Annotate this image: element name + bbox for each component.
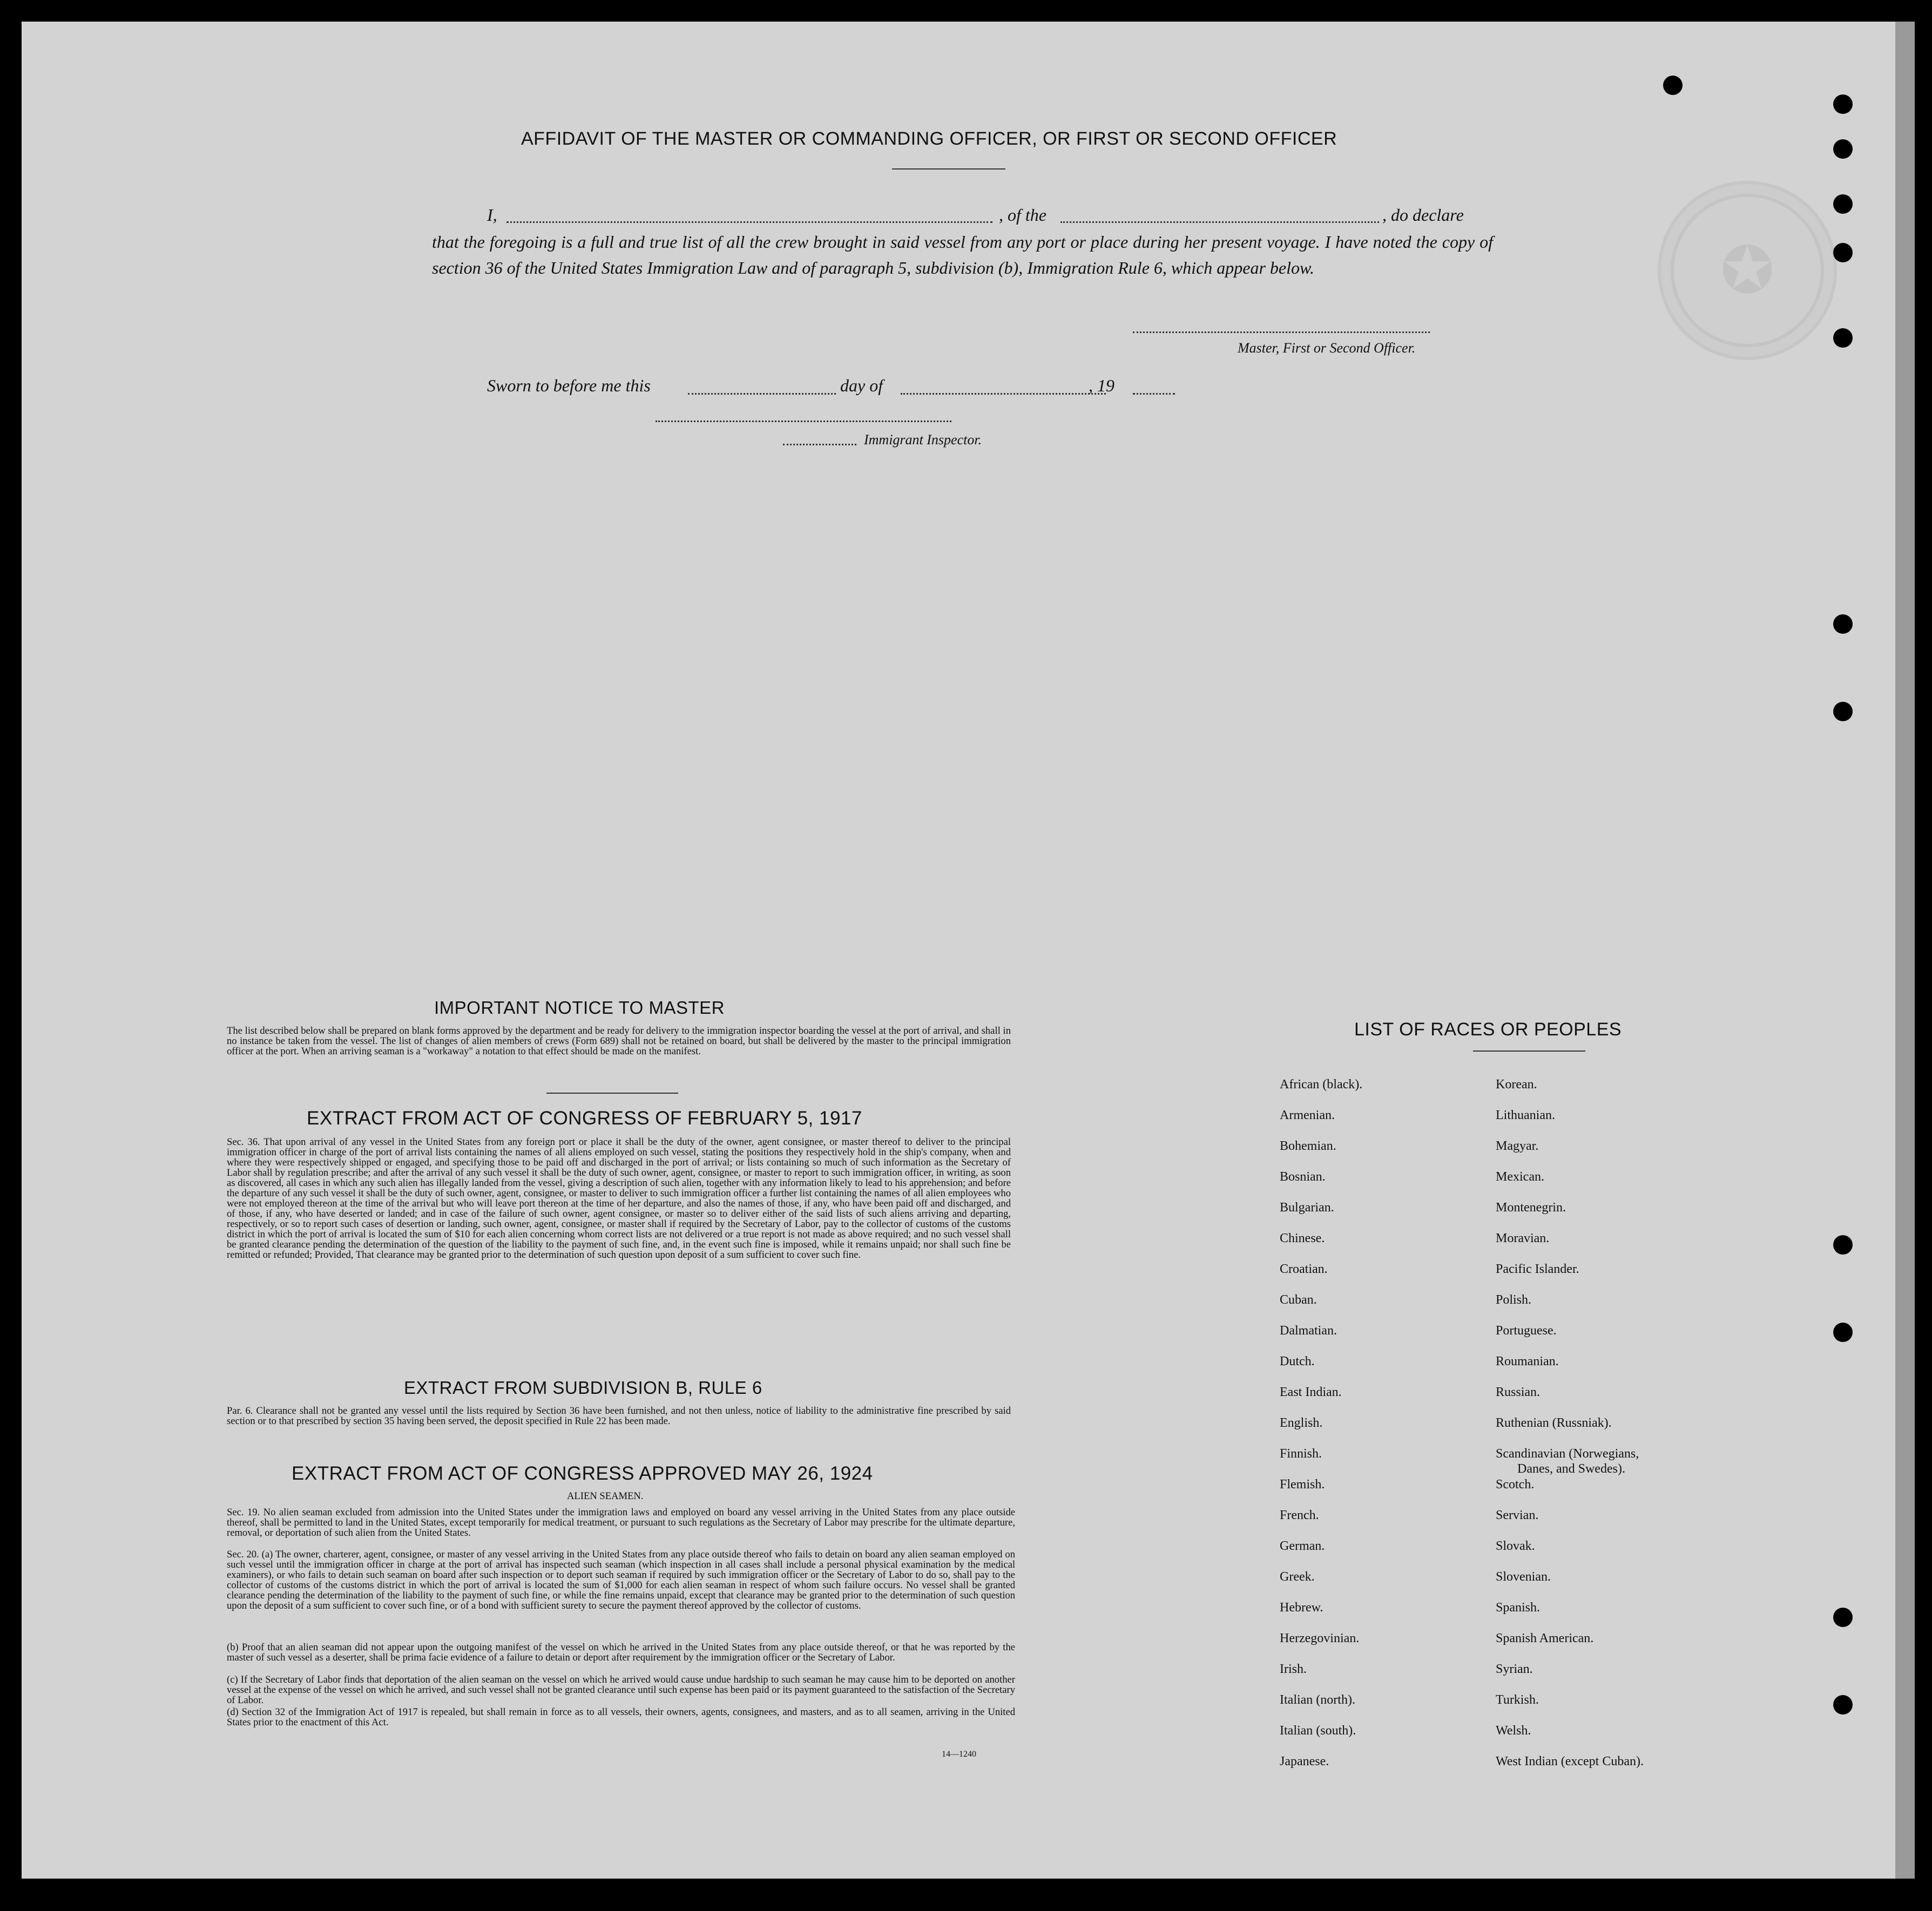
race-item: Scandinavian (Norwegians, xyxy=(1496,1447,1639,1461)
i-label: I, xyxy=(487,205,497,225)
title-rule xyxy=(892,168,1005,170)
punch-hole-icon xyxy=(1833,702,1853,721)
race-item: Syrian. xyxy=(1496,1662,1533,1676)
race-item: Irish. xyxy=(1280,1662,1307,1676)
affidavit-title: AFFIDAVIT OF THE MASTER OR COMMANDING OFFICER, OR FIRST OR SECOND OFFICER xyxy=(521,128,1337,149)
inspector-label: Immigrant Inspector. xyxy=(864,432,982,448)
race-item: Italian (south). xyxy=(1280,1724,1356,1738)
race-item: Bosnian. xyxy=(1280,1170,1326,1184)
race-item: Welsh. xyxy=(1496,1724,1531,1738)
race-item: Dutch. xyxy=(1280,1354,1315,1368)
race-item: Dalmatian. xyxy=(1280,1324,1337,1338)
punch-hole-icon xyxy=(1833,139,1853,159)
inspector-prefix-dots xyxy=(783,444,856,445)
extract-rule6-title: EXTRACT FROM SUBDIVISION B, RULE 6 xyxy=(404,1378,762,1398)
sworn-month-blank xyxy=(901,393,1106,395)
form-number: 14—1240 xyxy=(942,1750,976,1759)
race-item: German. xyxy=(1280,1539,1325,1553)
race-item: Polish. xyxy=(1496,1293,1532,1307)
races-title: LIST OF RACES OR PEOPLES xyxy=(1354,1019,1622,1040)
punch-hole-icon xyxy=(1833,94,1853,114)
race-item: Ruthenian (Russniak). xyxy=(1496,1416,1612,1430)
notice-body: The list described below shall be prepared on blank forms approved by the department and be ready for delivery to the immigration inspector boarding the vessel at the port of arrival, and shall in no instance be taken from the vessel. The list of changes of alien members of crews (Form 689) shall not be retained on board, but shall be delivered by the master to the principal immigration officer at the port. When an arriving seaman is a "workaway" a notation to that effect should be made on the manifest. xyxy=(227,1025,1011,1057)
punch-hole-icon xyxy=(1833,614,1853,634)
day-of-label: day of xyxy=(840,376,883,395)
sworn-day-blank xyxy=(688,393,836,395)
race-item: East Indian. xyxy=(1280,1385,1342,1399)
race-item: Italian (north). xyxy=(1280,1693,1355,1707)
page-edge xyxy=(1895,22,1915,1879)
race-item: Armenian. xyxy=(1280,1108,1335,1122)
punch-hole-icon xyxy=(1833,1608,1853,1627)
race-item: Russian. xyxy=(1496,1385,1541,1399)
notice-title: IMPORTANT NOTICE TO MASTER xyxy=(434,998,725,1018)
notice-rule xyxy=(546,1093,678,1094)
race-item: Bohemian. xyxy=(1280,1139,1336,1153)
race-item: Spanish American. xyxy=(1496,1631,1594,1645)
punch-hole-icon xyxy=(1833,194,1853,214)
of-the-label: , of the xyxy=(999,205,1046,225)
extract-1917-title: EXTRACT FROM ACT OF CONGRESS OF FEBRUARY 5, 1917 xyxy=(307,1108,862,1129)
race-item: Servian. xyxy=(1496,1508,1539,1522)
embossed-seal-icon: ✪ xyxy=(1658,181,1837,360)
vessel-blank xyxy=(1060,221,1379,223)
race-item: Korean. xyxy=(1496,1078,1537,1092)
punch-hole-icon xyxy=(1833,1695,1853,1715)
extract-1924-d: (d) Section 32 of the Immigration Act of 1917 is repealed, but shall remain in force as to all vessels, their owners, agents, consignees, and masters, and as to all seamen, arriving in the United States prior to the enactment of this Act. xyxy=(227,1706,1015,1728)
extract-1924-subtitle: ALIEN SEAMEN. xyxy=(567,1490,644,1502)
extract-rule6-body: Par. 6. Clearance shall not be granted any vessel until the lists required by Section 36 have been furnished, and not then unless, notice of liability to the administrative fine prescribed by said section or to that prescribed by section 35 having been served, the deposit specified in Rule 22 has been made. xyxy=(227,1405,1011,1427)
extract-1924-sec19: Sec. 19. No alien seaman excluded from admission into the United States under the immigration laws and employed on board any vessel arriving in the United States from any place outside thereof, shall be permitted to land in the United States, except temporarily for medical treatment, or pursuant to such regulations as the Secretary of Labor may prescribe for the ultimate departure, removal, or deportation of such alien from the United States. xyxy=(227,1507,1015,1539)
sworn-year-blank xyxy=(1133,393,1175,395)
race-item: Pacific Islander. xyxy=(1496,1262,1579,1276)
race-item: Cuban. xyxy=(1280,1293,1317,1307)
punch-hole-icon xyxy=(1833,243,1853,262)
race-item: Lithuanian. xyxy=(1496,1108,1555,1122)
name-blank xyxy=(506,221,992,223)
punch-hole-icon xyxy=(1833,1235,1853,1255)
extract-1924-c: (c) If the Secretary of Labor finds that deportation of the alien seaman on the vessel on which he arrived would cause undue hardship to such seaman he may cause him to be deported on another vessel at the expense of the vessel on which he arrived, and such vessel shall not be granted clearance until such expense has been paid or its payment guaranteed to the satisfaction of the Secretary of Labor. xyxy=(227,1674,1015,1706)
race-item: Magyar. xyxy=(1496,1139,1539,1153)
race-item: Slovak. xyxy=(1496,1539,1535,1553)
extract-1924-sec20: Sec. 20. (a) The owner, charterer, agent, consignee, or master of any vessel arriving in the United States from any place outside thereof who fails to detain on board any alien seaman employed on such vessel until the immigration officer in charge at the port of arrival has inspected such seaman (which inspection in all cases shall include a personal physical examination by the medical examiners), or who fails to detain such seaman on board after such inspection or to deport such seaman if required by such immigration officer or the Secretary of Labor to do so, shall pay to the collector of customs of the customs district in which the port of arrival is located the sum of $1,000 for each alien seaman in respect of whom such failure occurs. No vessel shall be granted clearance pending the determination of the liability to the payment of such fine, or while the fine remains unpaid, except that clearance may be granted prior to the determination of such question upon the deposit of a sum sufficient to cover such fine, or of a bond with sufficient surety to secure the payment thereof approved by the collector of customs. xyxy=(227,1549,1015,1611)
master-signature-line xyxy=(1133,331,1430,333)
race-item: Flemish. xyxy=(1280,1478,1325,1492)
document-page xyxy=(22,22,1895,1879)
race-item: Turkish. xyxy=(1496,1693,1539,1707)
race-item: Portuguese. xyxy=(1496,1324,1557,1338)
extract-1924-b: (b) Proof that an alien seaman did not appear upon the outgoing manifest of the vessel on which he arrived in the United States from any place outside thereof, or that he was reported by the master of such vessel as a deserter, shall be prima facie evidence of a failure to detain or deport after requirement by the immigration officer or the Secretary of Labor. xyxy=(227,1642,1015,1663)
race-item: African (black). xyxy=(1280,1078,1363,1092)
inspector-signature-line xyxy=(656,421,951,422)
extract-1924-title: EXTRACT FROM ACT OF CONGRESS APPROVED MAY 26, 1924 xyxy=(292,1463,873,1484)
race-item: Mexican. xyxy=(1496,1170,1544,1184)
race-item: Herzegovinian. xyxy=(1280,1631,1360,1645)
race-item: West Indian (except Cuban). xyxy=(1496,1754,1644,1768)
do-declare-label: , do declare xyxy=(1382,205,1464,225)
punch-hole-icon xyxy=(1833,1323,1853,1342)
race-item: Croatian. xyxy=(1280,1262,1328,1276)
punch-hole-icon xyxy=(1663,76,1683,95)
punch-hole-icon xyxy=(1833,328,1853,348)
race-item: Moravian. xyxy=(1496,1231,1550,1245)
race-item: Scotch. xyxy=(1496,1478,1535,1492)
race-item: Roumanian. xyxy=(1496,1354,1559,1368)
race-item: Finnish. xyxy=(1280,1447,1322,1461)
race-item: Japanese. xyxy=(1280,1754,1329,1768)
race-item: Montenegrin. xyxy=(1496,1201,1566,1215)
race-item: Danes, and Swedes). xyxy=(1517,1462,1625,1476)
races-rule xyxy=(1473,1051,1585,1052)
master-signature-label: Master, First or Second Officer. xyxy=(1238,340,1416,356)
sworn-label: Sworn to before me this xyxy=(487,376,651,395)
race-item: Chinese. xyxy=(1280,1231,1325,1245)
race-item: Greek. xyxy=(1280,1570,1315,1584)
race-item: English. xyxy=(1280,1416,1323,1430)
affidavit-body: that the foregoing is a full and true list of all the crew brought in said vessel from any port or place during her present voyage. I have noted the copy of section 36 of the United States Immigration Law and of paragraph 5, subdivision (b), Immigration Rule 6, which appear below. xyxy=(432,232,1493,277)
race-item: French. xyxy=(1280,1508,1319,1522)
extract-1917-body: Sec. 36. That upon arrival of any vessel in the United States from any foreign port or place it shall be the duty of the owner, agent consignee, or master thereof to deliver to the principal immigration officer in charge of the port of arrival lists containing the names of all aliens employed on such vessel, stating the positions they respectively hold in the ship's company, when and where they were respectively shipped or engaged, and specifying those to be paid off and discharged in the port of arrival; or lists containing so much of such information as the Secretary of Labor shall by regulation prescribe; and after the arrival of any such vessel it shall be the duty of such owner, agent, consignee, or master to report to such immigration officer, in writing, as soon as discovered, all cases in which any such alien has illegally landed from the vessel, giving a description of such alien, together with any information likely to lead to his apprehension; and before the departure of any such vessel it shall be the duty of such owner, agent, consignee, or master to deliver to such immigration officer a further list containing the names of all alien employees who were not employed thereon at the time of the arrival but who will leave port thereon at the time of her departure, and also the names of those, if any, who have been paid off and discharged, and of those, if any, who have deserted or landed; and in case of the failure of such owner, agent consignee, or master so to deliver either of the said lists of such aliens arriving and departing, respectively, or so to report such cases of desertion or landing, such owner, agent, consignee, or master shall if required by the Secretary of Labor, pay to the collector of customs of the customs district in which the port of arrival is located the sum of $10 for each alien concerning whom correct lists are not delivered or a true report is not made as above required; and no such vessel shall be granted clearance pending the determination of the question of the liability to the payment of such fine, and, in the event such fine is imposed, while it remains unpaid; nor shall such fine be remitted or refunded; Provided, That clearance may be granted prior to the determination of such question upon deposit of a sum sufficient to cover such fine. xyxy=(227,1136,1011,1261)
race-item: Bulgarian. xyxy=(1280,1201,1334,1215)
race-item: Slovenian. xyxy=(1496,1570,1551,1584)
race-item: Hebrew. xyxy=(1280,1601,1323,1615)
race-item: Spanish. xyxy=(1496,1601,1541,1615)
year-label: , 19 xyxy=(1089,376,1114,395)
